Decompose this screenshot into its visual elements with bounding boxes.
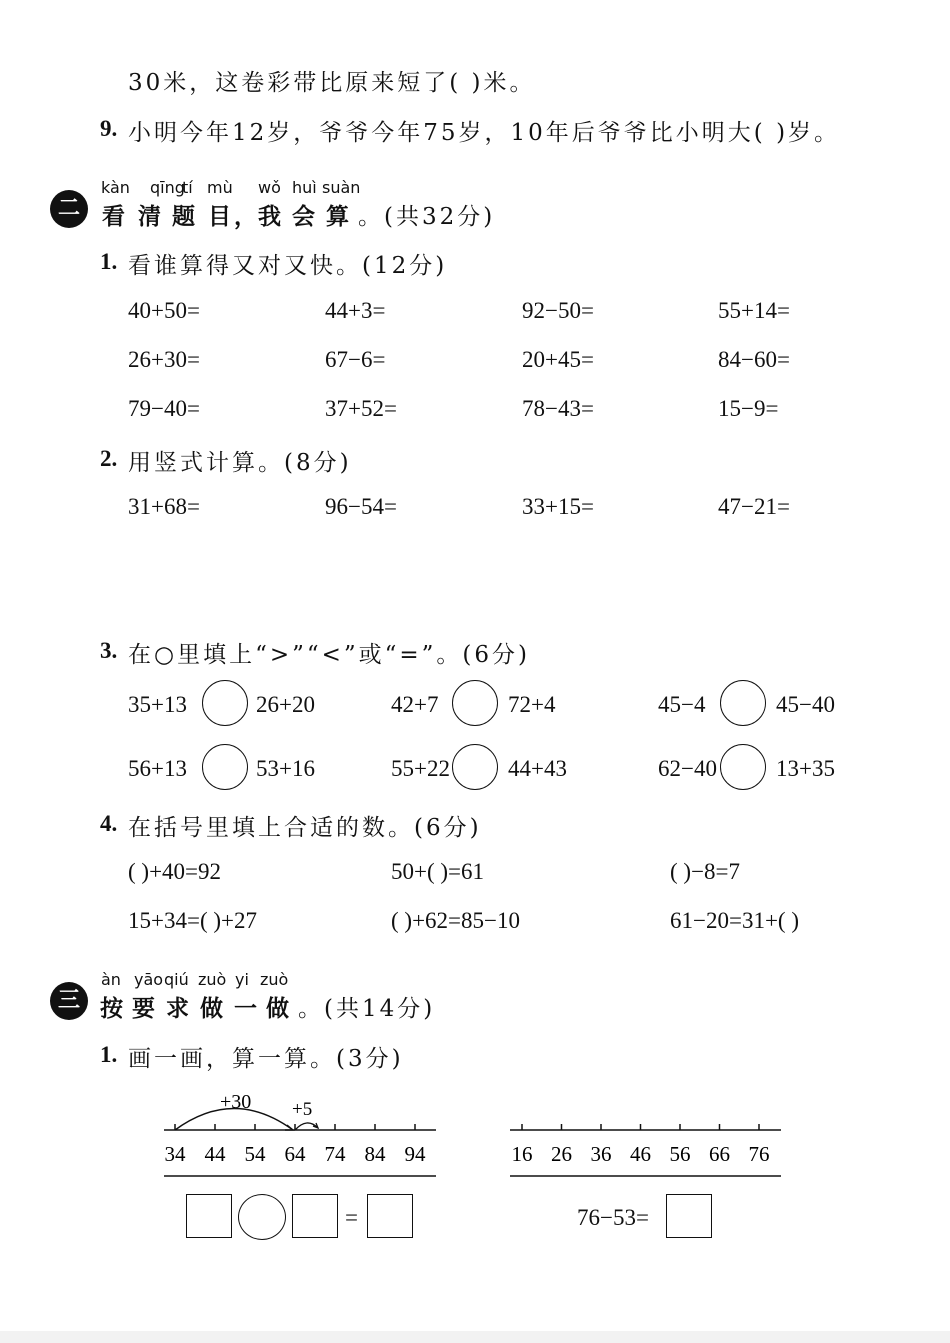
title-char-3: 题 xyxy=(172,204,195,230)
tick-label: 74 xyxy=(324,1142,346,1166)
operator-circle[interactable] xyxy=(238,1194,286,1240)
tick-label: 76 xyxy=(748,1142,770,1166)
tick-label: 26 xyxy=(551,1142,572,1166)
jump-label-30: +30 xyxy=(220,1091,252,1113)
answer-box-result[interactable] xyxy=(367,1194,413,1238)
q1-exercise: 20+45= xyxy=(522,347,594,372)
pinyin-7: suàn xyxy=(322,178,361,197)
q3-right-expression: 13+35 xyxy=(776,756,835,781)
title-char-2: 清 xyxy=(138,204,161,230)
q4-fill-item: ( )+62=85−10 xyxy=(391,908,520,933)
q3-right-expression: 45−40 xyxy=(776,692,835,717)
title-char-4: 目 xyxy=(208,204,231,230)
tick-label: 84 xyxy=(364,1142,386,1166)
number-line-2 xyxy=(500,1110,790,1180)
q1-instruction: 看谁算得又对又快。(12分) xyxy=(128,253,448,279)
tick-label: 66 xyxy=(709,1142,730,1166)
answer-box-1[interactable] xyxy=(186,1194,232,1238)
title-char-5: 一 xyxy=(234,996,257,1022)
pinyin-2: qīng xyxy=(150,178,185,197)
q2-exercise: 47−21= xyxy=(718,494,790,519)
q4-fill-item: 50+( )=61 xyxy=(391,859,485,884)
tick-label: 34 xyxy=(164,1142,186,1166)
q1-exercise: 92−50= xyxy=(522,298,594,323)
q3-number: 3. xyxy=(100,638,118,663)
tick-label: 44 xyxy=(204,1142,226,1166)
q2-number: 2. xyxy=(100,446,118,471)
section-points: 。(共32分) xyxy=(358,204,496,230)
page-bottom-strip xyxy=(0,1331,950,1343)
answer-box-2[interactable] xyxy=(292,1194,338,1238)
number-line-1 xyxy=(150,1085,450,1185)
tick-label: 36 xyxy=(590,1142,612,1166)
title-char-6: 做 xyxy=(266,996,289,1022)
title-char-4: 做 xyxy=(200,996,223,1022)
pinyin-2: yāo xyxy=(134,970,164,989)
pinyin-5: wǒ xyxy=(258,178,281,197)
pinyin-3: qiú xyxy=(164,970,189,989)
s3-q1-instruction: 画一画，算一算。(3分) xyxy=(128,1046,404,1072)
q1-exercise: 37+52= xyxy=(325,396,397,421)
compare-circle[interactable] xyxy=(720,744,766,790)
pinyin-1: kàn xyxy=(101,178,130,197)
title-char-8: 算 xyxy=(326,204,349,230)
title-char-7: 会 xyxy=(292,204,315,230)
pinyin-6: huì xyxy=(292,178,317,197)
pinyin-4: zuò xyxy=(198,970,227,989)
tick-label: 54 xyxy=(244,1142,266,1166)
tick-label: 16 xyxy=(511,1142,533,1166)
jump-label-5: +5 xyxy=(292,1099,313,1120)
line-2-answer-box[interactable] xyxy=(666,1194,712,1238)
pinyin-5: yi xyxy=(235,970,249,989)
q4-fill-item: ( )−8=7 xyxy=(670,859,741,884)
title-char-2: 要 xyxy=(132,996,155,1022)
tick-label: 46 xyxy=(630,1142,651,1166)
q9-number: 9. xyxy=(100,116,118,141)
q4-fill-item: ( )+40=92 xyxy=(128,859,222,884)
q1-exercise: 84−60= xyxy=(718,347,790,372)
title-char-5: ， xyxy=(234,204,257,230)
title-char-1: 按 xyxy=(100,996,123,1022)
q3-left-expression: 35+13 xyxy=(128,692,187,717)
tick-label: 56 xyxy=(669,1142,691,1166)
tick-label: 64 xyxy=(284,1142,306,1166)
q1-exercise: 78−43= xyxy=(522,396,594,421)
q1-exercise: 26+30= xyxy=(128,347,200,372)
pinyin-1: àn xyxy=(101,970,121,989)
q3-left-expression: 55+22 xyxy=(391,756,450,781)
section-3-badge: 三 xyxy=(50,982,88,1020)
compare-circle[interactable] xyxy=(452,744,498,790)
q1-exercise: 67−6= xyxy=(325,347,386,372)
q4-number: 4. xyxy=(100,811,118,836)
q1-exercise: 40+50= xyxy=(128,298,200,323)
compare-circle[interactable] xyxy=(202,744,248,790)
pinyin-3: tí xyxy=(182,178,193,197)
title-char-6: 我 xyxy=(258,204,281,230)
q4-instruction: 在括号里填上合适的数。(6分) xyxy=(128,815,482,841)
q9-text: 小明今年12岁，爷爷今年75岁，10年后爷爷比小明大( )岁。 xyxy=(128,120,841,146)
q1-exercise: 55+14= xyxy=(718,298,790,323)
q1-exercise: 44+3= xyxy=(325,298,386,323)
q3-right-expression: 53+16 xyxy=(256,756,315,781)
tick-label: 94 xyxy=(404,1142,426,1166)
q1-number: 1. xyxy=(100,249,118,274)
pinyin-4: mù xyxy=(207,178,233,197)
q2-exercise: 96−54= xyxy=(325,494,397,519)
q2-exercise: 31+68= xyxy=(128,494,200,519)
line-2-expression: 76−53= xyxy=(577,1205,649,1230)
compare-circle[interactable] xyxy=(720,680,766,726)
q3-instruction: 在○里填上“>”“<”或“=”。(6分) xyxy=(128,642,531,668)
q3-right-expression: 26+20 xyxy=(256,692,315,717)
q1-exercise: 15−9= xyxy=(718,396,779,421)
title-char-1: 看 xyxy=(102,204,125,230)
q1-exercise: 79−40= xyxy=(128,396,200,421)
q3-right-expression: 44+43 xyxy=(508,756,567,781)
q2-instruction: 用竖式计算。(8分) xyxy=(128,450,352,476)
section-2-badge: 二 xyxy=(50,190,88,228)
section-points: 。(共14分) xyxy=(298,996,436,1022)
q3-left-expression: 45−4 xyxy=(658,692,706,717)
pinyin-6: zuò xyxy=(260,970,289,989)
q4-fill-item: 61−20=31+( ) xyxy=(670,908,799,933)
title-char-3: 求 xyxy=(166,996,189,1022)
q8-continuation: 30米，这卷彩带比原来短了( )米。 xyxy=(128,70,536,96)
q2-exercise: 33+15= xyxy=(522,494,594,519)
s3-q1-number: 1. xyxy=(100,1042,118,1067)
q3-left-expression: 42+7 xyxy=(391,692,439,717)
q3-left-expression: 62−40 xyxy=(658,756,717,781)
q4-fill-item: 15+34=( )+27 xyxy=(128,908,257,933)
equals-sign: = xyxy=(345,1205,358,1230)
q3-left-expression: 56+13 xyxy=(128,756,187,781)
compare-circle[interactable] xyxy=(202,680,248,726)
compare-circle[interactable] xyxy=(452,680,498,726)
q3-right-expression: 72+4 xyxy=(508,692,556,717)
